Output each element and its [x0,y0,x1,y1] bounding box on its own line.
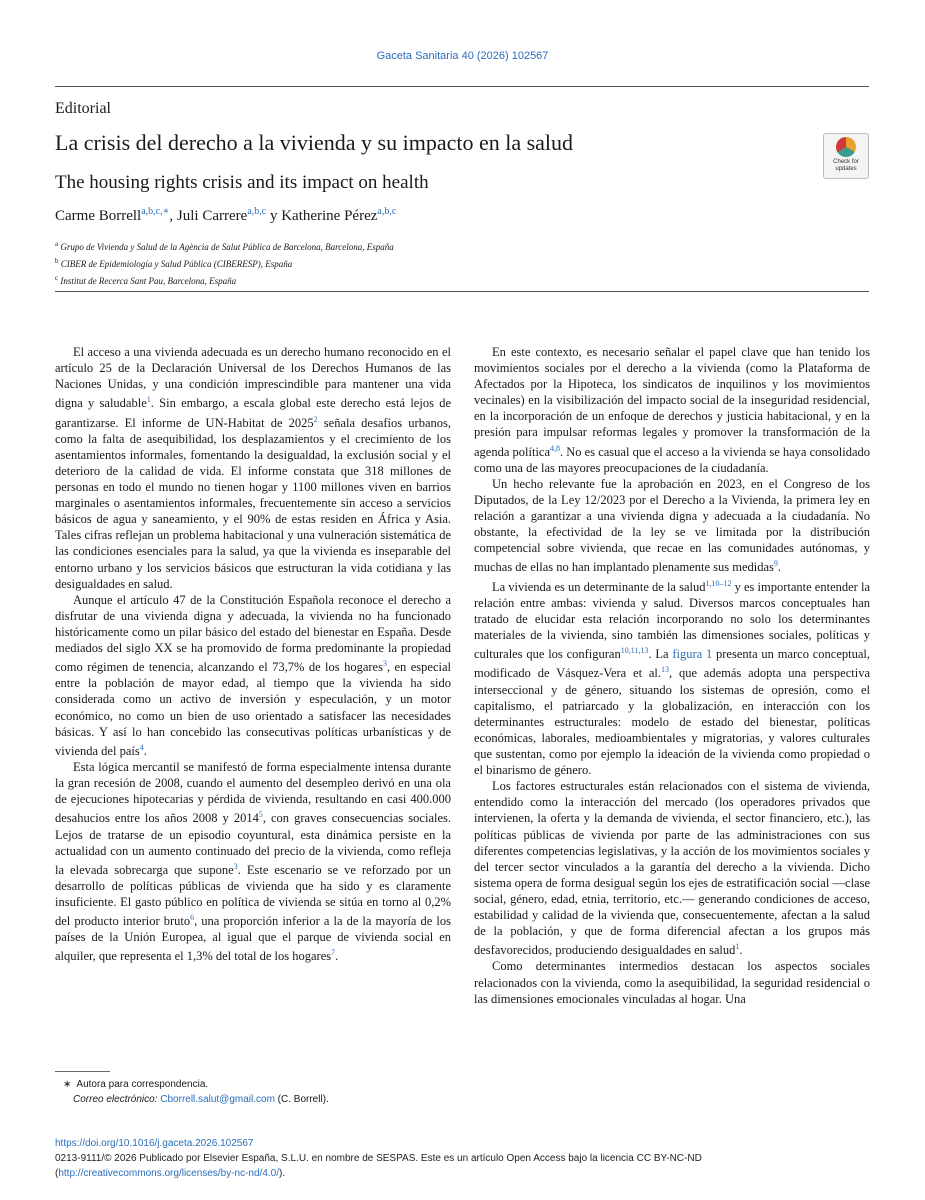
author-affiliation-marks[interactable]: a,b,c [377,206,397,217]
footnotes [55,1077,329,1107]
affiliation-mark: a [55,240,59,248]
citation-link[interactable]: 7 [331,948,336,958]
body-paragraph [55,592,451,759]
affiliation-text: Grupo de Vivienda y Salud de la Agència de Salut Pública de Barcelona, Barcelona, España [60,242,394,252]
body-paragraph [474,778,870,958]
paragraph-text: señala desafíos urbanos, como la falta de asequibilidad, los desplazamientos y el crecimiento de los asentamientos informales, fomentando la desigualdad, la exclusión social y el deterioro de la calidad de vida. El informe constata que 318 millones de personas en todo el mundo no tienen hogar y 1100 millones viven en barrios marginales o asentamientos informales, frecuentemente sin acceso a servicios básicos de agua y saneamiento, y el 90% de estas residen en África y Asia. Tales cifras reflejan un problema habitacional y una vulneración sistemática de las condiciones esenciales para la salud, ya que la vivienda es inseparable del entorno urbano y los servicios básicos que estructuran la vida cotidiana y las desigualdades en salud. [55,415,451,591]
paragraph-text: Los factores estructurales están relacionados con el sistema de vivienda, entendido como la interacción del mercado (los operadores privados que intervienen, la oferta y la demanda de vivienda, el sector financiero, etc.), las políticas públicas de vivienda por parte de las administraciones con sus diferentes competencias legislativas, y la acción de los movimientos sociales y del tercer sector vinculados a la garantía del derecho a la vivienda. Dicho sistema opera de forma desigual según los ejes de estratificación social —clase social, género, edad, etnia, territorio, etc.— generando condiciones de acceso, estabilidad y calidad de la vivienda que, consecuentemente, afectan a la salud de la población, y que de forma diferencial afectan a los grupos más desfavorecidos, produciendo desigualdades en salud [474,779,870,958]
email-label: Correo electrónico: [73,1094,158,1105]
article-title-english: The housing rights crisis and its impact on health [55,172,429,193]
paragraph-text: . [739,943,743,958]
author-separator: , [169,208,177,224]
license-link[interactable]: http://creativecommons.org/licenses/by-nc-nd/4.0/ [58,1168,279,1179]
affiliations [55,237,394,288]
paragraph-text: Esta lógica mercantil se manifestó de forma especialmente intensa durante la gran recesión de 2008, cuando el aumento del desempleo derivó en una ola de ejecuciones hipotecarias y pérdida de vivienda, resultando en casi 400.000 desahucios entre los años 2008 y 2014 [55,759,451,826]
footnote-star: ∗ [63,1079,72,1090]
paragraph-text: Aunque el artículo 47 de la Constitución Española reconoce el derecho a disfrutar de una vivienda digna y adecuada, la vivienda no ha funcionado históricamente como un pilar básico del estado del bienestar en España. Desde mediados del siglo XX se ha promovido de forma predominante la propiedad como régimen de tenencia, alcanzando el 73,7% de los hogares [55,592,451,675]
paragraph-text: Un hecho relevante fue la aprobación en 2023, en el Congreso de los Diputados, de la Ley 12/2023 por el Derecho a la Vivienda, la primera ley en relación a garantizar a una vivienda digna y adecuada a la ciudadanía. No obstante, la efectividad de la ley se ve limitada por la distribución competencial sobre vivienda, que recae en las comunidades autónomas, y muchas de ellas no han implantado plenamente sus medidas [474,476,870,575]
correspondence-note: Autora para correspondencia. [76,1079,209,1090]
body-column-left [55,344,451,965]
doi-link[interactable]: https://doi.org/10.1016/j.gaceta.2026.102567 [55,1138,254,1149]
body-paragraph [474,344,870,476]
email-after: (C. Borrell). [274,1094,329,1105]
author-affiliation-marks[interactable]: a,b,c,∗ [141,206,170,217]
affiliation-text: Institut de Recerca Sant Pau, Barcelona, España [60,276,237,286]
citation-link[interactable]: 1 [735,942,740,952]
crossmark-label-1: Check for [833,159,859,165]
paragraph-text: presenta un marco conceptual, modificado de Vásquez-Vera et al. [474,647,871,681]
body-paragraph [55,759,451,965]
paragraph-text: y es importante entender la relación entre ambas: vivienda y salud. Diversos marcos conceptuales han tratado de elucidar esta relación incorporando no solo los determinantes materiales de la vivienda, sino también las dimensiones sociales, políticas y culturales que los configuran [474,579,870,662]
citation-link[interactable]: 3 [233,861,238,871]
body-paragraph [474,958,870,1006]
affiliation-item [55,271,394,288]
author-name: Katherine Pérez [281,208,378,224]
paragraph-text: . Sin embargo, a escala global este derecho está lejos de garantizarse. El informe de UN-Habitat de 2025 [55,396,451,430]
citation-link[interactable]: 6 [190,913,195,923]
author-affiliation-marks[interactable]: a,b,c [247,206,267,217]
author-separator: y [266,208,282,224]
paragraph-text: En este contexto, es necesario señalar el papel clave que han tenido los movimientos sociales por el derecho a la vivienda (como la Plataforma de Afectados por la Hipoteca, los sindicatos de inquilinos y los movimientos vecinales) en la visibilización del impacto social de la inseguridad residencial, en la incorporación de un enfoque de derechos y justicia habitacional, y en la presión para impulsar reformas legales y promover la transformación de la agenda política [474,345,870,459]
journal-header[interactable]: Gaceta Sanitaria 40 (2026) 102567 [376,50,549,62]
body-column-right [474,344,870,1007]
body-paragraph [474,476,870,576]
check-for-updates-button[interactable] [823,133,869,179]
citation-link[interactable]: 10,11,13 [620,646,649,656]
article-footer [55,1136,869,1181]
figure-link[interactable]: figura 1 [672,647,713,662]
paragraph-text: La vivienda es un determinante de la salud [492,579,706,594]
article-title: La crisis del derecho a la vivienda y su impacto en la salud [55,130,574,155]
body-paragraph [55,344,451,592]
citation-link[interactable]: 5 [258,810,263,820]
paragraph-text: El acceso a una vivienda adecuada es un derecho humano reconocido en el artículo 25 de la Declaración Universal de los Derechos Humanos de las Naciones Unidas, y una condición imprescindible para mantener una vida digna y saludable [55,345,451,411]
paragraph-text: , una proporción inferior a la de la mayoría de los países de la Unión Europea, al igual que el parque de vivienda social en alquiler, que representa el 1,3% del total de los hogares [55,914,451,964]
citation-link[interactable]: 1 [146,395,151,405]
citation-link[interactable]: 9 [773,559,778,569]
footnote-divider [55,1071,110,1072]
affiliation-item [55,237,394,254]
header-divider [55,86,869,87]
paragraph-text: . Este escenario se ve reforzado por un desarrollo de políticas públicas de vivienda que ha sido y es claramente insuficiente. El gasto público en política de vivienda se sitúa en torno al 0,2% del producto interior bruto [55,862,451,929]
affiliation-text: CIBER de Epidemiología y Salud Pública (CIBERESP), España [60,259,293,269]
article-type: Editorial [55,100,111,117]
paragraph-text: . No es casual que el acceso a la vivienda se haya consolidado como una de las mayores preocupaciones de la ciudadanía. [474,444,870,475]
crossmark-icon [836,137,856,157]
paragraph-text: , en especial entre la población de mayor edad, al tiempo que la vivienda ha sido considerada como un activo de inversión y especulación, y un motor económico, no como un bien de uso orientado a satisfacer las necesidades básicas. Y así lo han concebido las consecutivas políticas urbanísticas y de vivienda del país [55,660,451,758]
paragraph-text: . La [648,647,673,662]
license-end: ). [279,1168,286,1179]
body-paragraph [474,576,870,779]
citation-link[interactable]: 2 [313,414,318,424]
license-text: 0213-9111/© 2026 Publicado por Elsevier España, S.L.U. en nombre de SESPAS. Este es un artículo Open Access bajo la licencia CC BY-NC-ND ( [55,1153,702,1179]
paragraph-text: . [777,560,782,575]
front-matter-divider [55,291,869,292]
paragraph-text: , con graves consecuencias sociales. Lejos de tratarse de un episodio coyuntural, esta dinámica persiste en la actualidad con un aumento continuado del precio de la vivienda, como refleja la elevada sobrecarga que supone [55,811,451,877]
citation-link[interactable]: 3 [382,659,387,669]
affiliation-item [55,254,394,271]
author-name: Juli Carrere [176,208,248,224]
author-name: Carme Borrell [55,208,142,224]
affiliation-mark: b [55,257,59,265]
paragraph-text: . [143,743,147,758]
paragraph-text: , que además adopta una perspectiva interseccional y de género, situando los sistemas de opresión, como el capitalismo, el patriarcado y la globalización, en interacción con los determinantes estructurales: modelo de estado del bienestar, políticas económicas, laborales, medioambientales y migratorias, y valores culturales que sustentan, como por ejemplo la ideación de la vivienda como propiedad o el binarismo de género. [474,666,871,778]
paragraph-text: Como determinantes intermedios destacan los aspectos sociales relacionados con la vivienda, como la asequibilidad, la seguridad residencial o las dimensiones emocionales vinculadas al hogar. Una [474,959,870,1006]
citation-link[interactable]: 4,8 [550,443,561,453]
email-link[interactable]: Cborrell.salut@gmail.com [160,1094,275,1105]
citation-link[interactable]: 13 [661,665,670,675]
citation-link[interactable]: 1,10–12 [705,578,732,588]
affiliation-mark: c [55,274,59,282]
paragraph-text: . [335,949,339,964]
citation-link[interactable]: 4 [139,742,144,752]
author-list [55,206,396,225]
crossmark-label-2: updates [835,166,857,172]
